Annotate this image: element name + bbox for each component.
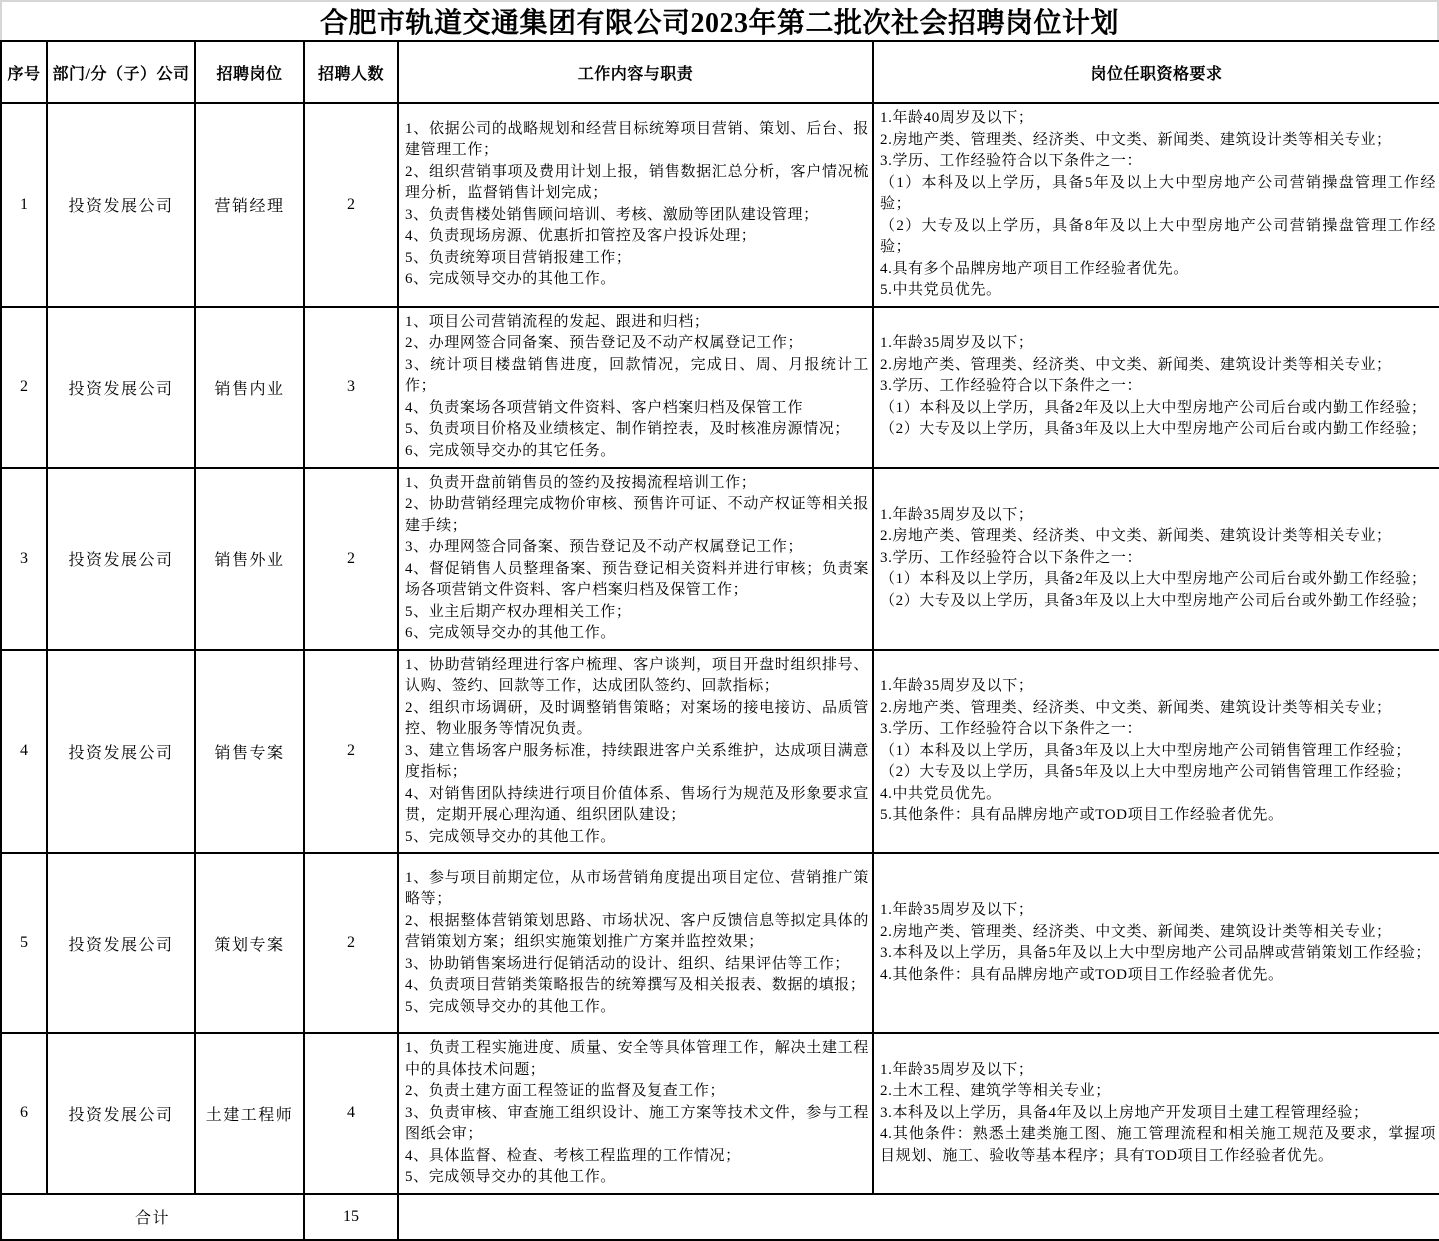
col-header-no: 序号 <box>1 41 47 103</box>
duty-item: 3、负责售楼处销售顾问培训、考核、激励等团队建设管理； <box>405 206 819 223</box>
duty-item: 6、完成领导交办的其他工作。 <box>405 625 616 641</box>
row-requirements <box>873 650 1439 854</box>
duty-item: 3、统计项目楼盘销售进度，回款情况，完成日、周、月报统计工作； <box>405 356 869 395</box>
requirement-item: 2.房地产类、管理类、经济类、中文类、新闻类、建筑设计类等相关专业； <box>880 699 1392 716</box>
requirement-item: 4.其他条件：具有品牌房地产或TOD项目工作经验者优先。 <box>880 966 1284 983</box>
duty-item: 5、业主后期产权办理相关工作； <box>405 603 632 620</box>
row-headcount: 2 <box>304 103 398 307</box>
duty-item: 4、负责项目营销类策略报告的统筹撰写及相关报表、数据的填报； <box>405 977 866 994</box>
col-header-headcount: 招聘人数 <box>304 41 398 103</box>
table-row <box>1 1033 1439 1194</box>
col-header-duties: 工作内容与职责 <box>398 41 873 103</box>
duty-item: 6、完成领导交办的其它任务。 <box>405 442 616 459</box>
col-header-requirements: 岗位任职资格要求 <box>873 41 1439 103</box>
requirement-item: 1.年龄35周岁及以下； <box>880 1061 1034 1078</box>
row-position: 营销经理 <box>195 103 304 307</box>
table-header <box>1 41 1439 103</box>
duty-item: 2、办理网签合同备案、预告登记及不动产权属登记工作； <box>405 335 804 352</box>
row-duties <box>398 1033 873 1194</box>
total-empty-cell <box>398 1194 1439 1240</box>
row-duties <box>398 853 873 1033</box>
requirement-item: 1.年龄35周岁及以下； <box>880 506 1034 523</box>
requirement-item: （1）本科及以上学历，具备3年及以上大中型房地产公司销售管理工作经验； <box>880 742 1412 759</box>
duty-item: 1、负责工程实施进度、质量、安全等具体管理工作，解决土建工程中的具体技术问题； <box>405 1040 869 1078</box>
duty-item: 3、建立售场客户服务标准，持续跟进客户关系维护，达成项目满意度指标； <box>405 742 869 780</box>
requirement-item: 3.学历、工作经验符合以下条件之一： <box>880 721 1143 737</box>
row-department: 投资发展公司 <box>47 103 195 307</box>
row-headcount: 4 <box>304 1033 398 1194</box>
row-department: 投资发展公司 <box>47 853 195 1033</box>
requirement-item: （2）大专及以上学历，具备5年及以上大中型房地产公司销售管理工作经验； <box>880 764 1412 780</box>
row-headcount: 2 <box>304 853 398 1033</box>
duty-item: 5、完成领导交办的其他工作。 <box>405 1169 616 1185</box>
requirement-item: （1）本科及以上学历，具备2年及以上大中型房地产公司后台或内勤工作经验； <box>880 399 1427 416</box>
row-no: 3 <box>1 468 47 650</box>
requirement-item: （2）大专及以上学历，具备3年及以上大中型房地产公司后台或内勤工作经验； <box>880 421 1427 438</box>
row-duties <box>398 650 873 854</box>
total-row <box>1 1194 1439 1240</box>
duty-item: 2、根据整体营销策划思路、市场状况、客户反馈信息等拟定具体的营销策划方案；组织实施策划推广方案并监控效果； <box>405 912 869 951</box>
col-header-department: 部门/分（子）公司 <box>47 41 195 103</box>
requirement-item: 4.其他条件：熟悉土建类施工图、施工管理流程和相关施工规范及要求，掌握项目规划、施工、验收等基本程序；具有TOD项目工作经验者优先。 <box>880 1126 1436 1164</box>
requirement-item: （2）大专及以上学历，具备3年及以上大中型房地产公司后台或外勤工作经验； <box>880 592 1427 609</box>
duty-item: 5、完成领导交办的其他工作。 <box>405 828 616 845</box>
row-requirements <box>873 853 1439 1033</box>
table-row <box>1 468 1439 650</box>
duty-item: 4、督促销售人员整理备案、预告登记相关资料并进行审核；负责案场各项营销文件资料、客户档案归档及保管工作； <box>405 560 869 598</box>
duty-item: 1、依据公司的战略规划和经营目标统筹项目营销、策划、后台、报建管理工作； <box>405 120 869 159</box>
row-no: 4 <box>1 650 47 854</box>
duty-item: 1、项目公司营销流程的发起、跟进和归档； <box>405 313 710 330</box>
row-duties <box>398 468 873 650</box>
requirement-item: 3.本科及以上学历，具备5年及以上大中型房地产公司品牌或营销策划工作经验； <box>880 945 1431 961</box>
requirement-item: 1.年龄40周岁及以下； <box>880 110 1034 126</box>
requirement-item: 5.其他条件：具有品牌房地产或TOD项目工作经验者优先。 <box>880 807 1284 823</box>
duty-item: 6、完成领导交办的其他工作。 <box>405 271 616 288</box>
row-headcount: 3 <box>304 307 398 468</box>
requirement-item: 2.房地产类、管理类、经济类、中文类、新闻类、建筑设计类等相关专业； <box>880 923 1392 940</box>
requirement-item: 3.学历、工作经验符合以下条件之一： <box>880 378 1143 395</box>
duty-item: 5、完成领导交办的其他工作。 <box>405 998 616 1015</box>
duty-item: 1、协助营销经理进行客户梳理、客户谈判，项目开盘时组织排号、认购、签约、回款等工作，达成团队签约、回款指标； <box>405 656 869 694</box>
duty-item: 2、组织市场调研，及时调整销售策略；对案场的接电接访、品质管控、物业服务等情况负责。 <box>405 699 869 737</box>
row-no: 5 <box>1 853 47 1033</box>
requirement-item: 3.本科及以上学历，具备4年及以上房地产开发项目土建工程管理经验； <box>880 1104 1369 1121</box>
row-headcount: 2 <box>304 650 398 854</box>
table-body <box>1 103 1439 1194</box>
duty-item: 4、具体监督、检查、考核工程监理的工作情况； <box>405 1147 741 1164</box>
duty-item: 4、负责案场各项营销文件资料、客户档案归档及保管工作 <box>405 399 804 416</box>
row-department: 投资发展公司 <box>47 650 195 854</box>
recruitment-table <box>0 40 1439 1241</box>
duty-item: 3、协助销售案场进行促销活动的设计、组织、结果评估等工作； <box>405 955 850 972</box>
header-row <box>1 41 1439 103</box>
row-no: 2 <box>1 307 47 468</box>
requirement-item: （1）本科及以上学历，具备2年及以上大中型房地产公司后台或外勤工作经验； <box>880 571 1427 588</box>
row-position: 策划专案 <box>195 853 304 1033</box>
requirement-item: 5.中共党员优先。 <box>880 282 1002 298</box>
row-position: 销售外业 <box>195 468 304 650</box>
page-title: 合肥市轨道交通集团有限公司2023年第二批次社会招聘岗位计划 <box>0 0 1439 40</box>
requirement-item: 1.年龄35周岁及以下； <box>880 678 1034 694</box>
duty-item: 2、组织营销事项及费用计划上报，销售数据汇总分析，客户情况梳理分析，监督销售计划完成； <box>405 163 869 202</box>
requirement-item: 1.年龄35周岁及以下； <box>880 902 1034 918</box>
row-duties <box>398 307 873 468</box>
row-headcount: 2 <box>304 468 398 650</box>
duty-item: 4、负责现场房源、优惠折扣管控及客户投诉处理； <box>405 228 757 245</box>
duty-item: 5、负责项目价格及业绩核定、制作销控表，及时核准房源情况； <box>405 421 850 438</box>
row-position: 销售内业 <box>195 307 304 468</box>
row-duties <box>398 103 873 307</box>
row-no: 6 <box>1 1033 47 1194</box>
requirement-item: 2.房地产类、管理类、经济类、中文类、新闻类、建筑设计类等相关专业； <box>880 528 1392 545</box>
row-requirements <box>873 1033 1439 1194</box>
requirement-item: 3.学历、工作经验符合以下条件之一： <box>880 549 1143 566</box>
requirement-item: 4.中共党员优先。 <box>880 785 1002 802</box>
duty-item: 2、协助营销经理完成物价审核、预售许可证、不动产权证等相关报建手续； <box>405 496 869 534</box>
table-row <box>1 853 1439 1033</box>
col-header-position: 招聘岗位 <box>195 41 304 103</box>
duty-item: 1、负责开盘前销售员的签约及按揭流程培训工作； <box>405 474 757 491</box>
duty-item: 2、负责土建方面工程签证的监督及复查工作； <box>405 1083 726 1099</box>
requirement-item: 3.学历、工作经验符合以下条件之一： <box>880 153 1143 169</box>
row-requirements <box>873 468 1439 650</box>
duty-item: 3、负责审核、审查施工组织设计、施工方案等技术文件，参与工程图纸会审； <box>405 1104 869 1142</box>
row-no: 1 <box>1 103 47 307</box>
row-position: 土建工程师 <box>195 1033 304 1194</box>
total-headcount: 15 <box>304 1194 398 1240</box>
requirement-item: 2.房地产类、管理类、经济类、中文类、新闻类、建筑设计类等相关专业； <box>880 356 1392 373</box>
table-footer <box>1 1194 1439 1240</box>
table-row <box>1 307 1439 468</box>
table-row <box>1 650 1439 854</box>
requirement-item: 1.年龄35周岁及以下； <box>880 335 1034 352</box>
duty-item: 5、负责统筹项目营销报建工作； <box>405 249 632 266</box>
row-department: 投资发展公司 <box>47 307 195 468</box>
row-position: 销售专案 <box>195 650 304 854</box>
requirement-item: 2.房地产类、管理类、经济类、中文类、新闻类、建筑设计类等相关专业； <box>880 131 1392 148</box>
row-requirements <box>873 103 1439 307</box>
total-label: 合计 <box>1 1194 304 1240</box>
duty-item: 4、对销售团队持续进行项目价值体系、售场行为规范及形象要求宣贯，定期开展心理沟通、组织团队建设； <box>405 785 869 823</box>
row-department: 投资发展公司 <box>47 1033 195 1194</box>
row-requirements <box>873 307 1439 468</box>
requirement-item: （2）大专及以上学历，具备8年及以上大中型房地产公司营销操盘管理工作经验； <box>880 217 1436 255</box>
row-department: 投资发展公司 <box>47 468 195 650</box>
table-row <box>1 103 1439 307</box>
duty-item: 3、办理网签合同备案、预告登记及不动产权属登记工作； <box>405 539 804 555</box>
requirement-item: 4.具有多个品牌房地产项目工作经验者优先。 <box>880 260 1189 277</box>
requirement-item: 2.土木工程、建筑学等相关专业； <box>880 1083 1111 1099</box>
requirement-item: （1）本科及以上学历，具备5年及以上大中型房地产公司营销操盘管理工作经验； <box>880 174 1436 212</box>
duty-item: 1、参与项目前期定位，从市场营销角度提出项目定位、营销推广策略等； <box>405 869 869 908</box>
